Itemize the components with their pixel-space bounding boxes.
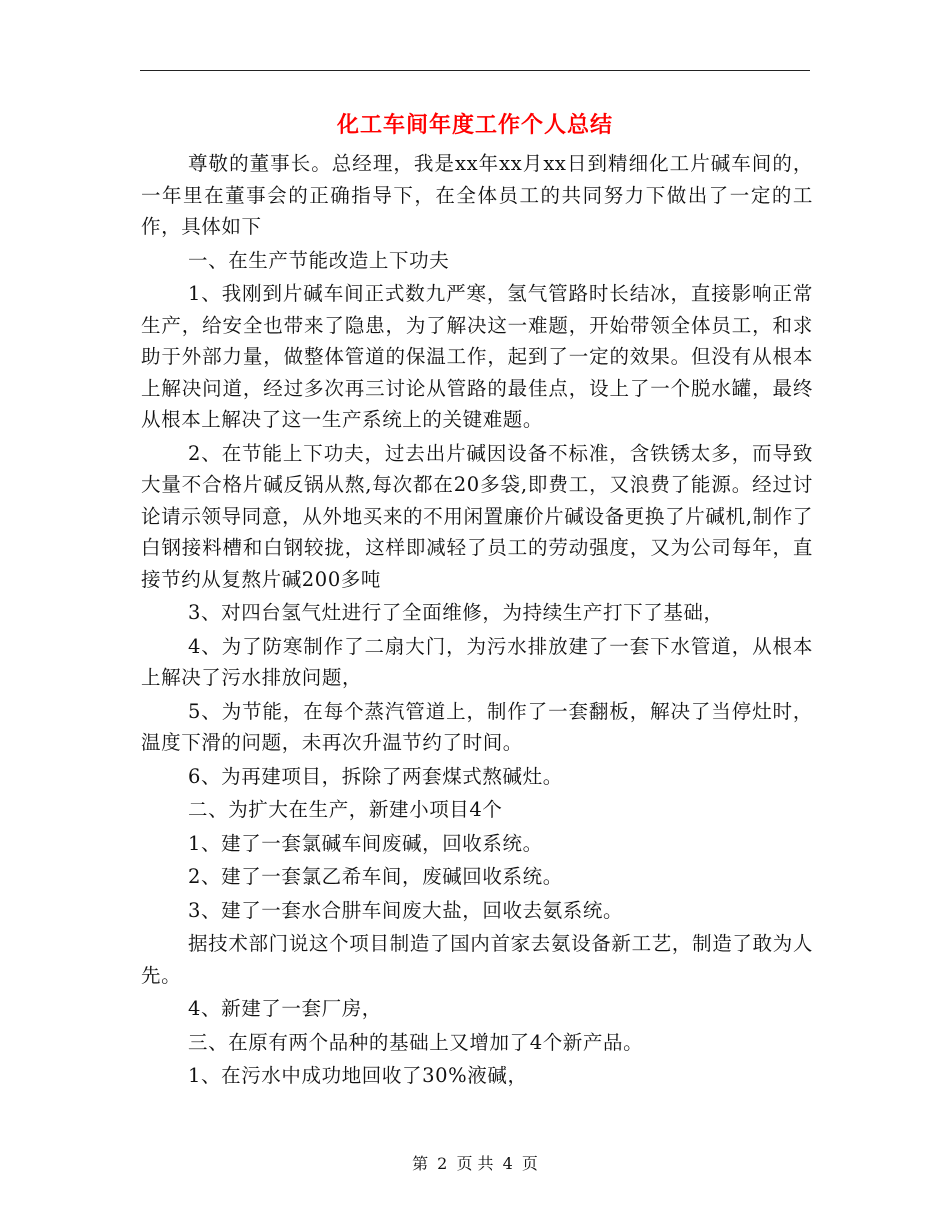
document-title: 化工车间年度工作个人总结	[336, 113, 613, 138]
paragraph-2-4: 4、新建了一套厂房，	[188, 997, 382, 1020]
paragraph-2-3: 3、建了一套水合肼车间废大盐，回收去氨系统。	[188, 898, 624, 922]
paragraph-2-note: 据技术部门说这个项目制造了国内首家去氨设备新工艺，制造了敢为人先。	[141, 932, 813, 987]
section-heading-3: 三、在原有两个品种的基础上又增加了4个新产品。	[188, 1030, 644, 1054]
section-heading-1: 一、在生产节能改造上下功夫	[188, 248, 450, 272]
page-footer	[0, 1152, 950, 1176]
paragraph-2-2: 2、建了一套氯乙希车间，废碱回收系统。	[188, 865, 563, 888]
document-body	[141, 148, 813, 1092]
paragraph-3-1: 1、在污水中成功地回收了30%液碱，	[188, 1064, 528, 1087]
footer-suffix: 页	[521, 1154, 538, 1173]
paragraph-intro: 尊敬的董事长。总经理，我是xx年xx月xx日到精细化工片碱车间的，一年里在董事会的正确指导下，在全体员工的共同努力下做出了一定的工作，具体如下	[141, 152, 813, 238]
paragraph-2-1: 1、建了一套氯碱车间废碱，回收系统。	[188, 831, 543, 855]
footer-current-page: 2	[437, 1154, 448, 1173]
header-rule	[140, 70, 810, 71]
paragraph-1-5: 5、为节能，在每个蒸汽管道上，制作了一套翻板，解决了当停灶时，温度下滑的问题，未再次升温节约了时间。	[141, 699, 813, 754]
paragraph-1-4: 4、为了防寒制作了二扇大门，为污水排放建了一套下水管道，从根本上解决了污水排放问题，	[141, 634, 813, 689]
section-heading-2: 二、为扩大在生产，新建小项目4个	[188, 798, 503, 821]
paragraph-1-1: 1、我刚到片碱车间正式数九严寒，氢气管路时长结冰，直接影响正常生产，给安全也带来了隐患，为了解决这一难题，开始带领全体员工，和求助于外部力量，做整体管道的保温工作，起到了一定的效果。但没有从根本上解决问道，经过多次再三讨论从管路的最佳点，设上了一个脱水罐，最终从根本上解决了这一生产系统上的关键难题。	[141, 282, 813, 431]
paragraph-1-3: 3、对四台氢气灶进行了全面维修，为持续生产打下了基础，	[188, 601, 724, 624]
footer-prefix: 第	[412, 1154, 429, 1173]
footer-total-pages: 4	[502, 1154, 513, 1173]
paragraph-1-6: 6、为再建项目，拆除了两套煤式熬碱灶。	[188, 764, 563, 788]
paragraph-1-2: 2、在节能上下功夫，过去出片碱因设备不标准，含铁锈太多，而导致大量不合格片碱反锅从熬,每次都在20多袋,即费工，又浪费了能源。经过讨论请示领导同意，从外地买来的不用闲置廉价片碱设备更换了片碱机,制作了白钢接料槽和白钢较拢，这样即减轻了员工的劳动强度，又为公司每年，直接节约从复熬片碱200多吨	[141, 441, 813, 591]
footer-mid: 页 共	[456, 1154, 494, 1173]
